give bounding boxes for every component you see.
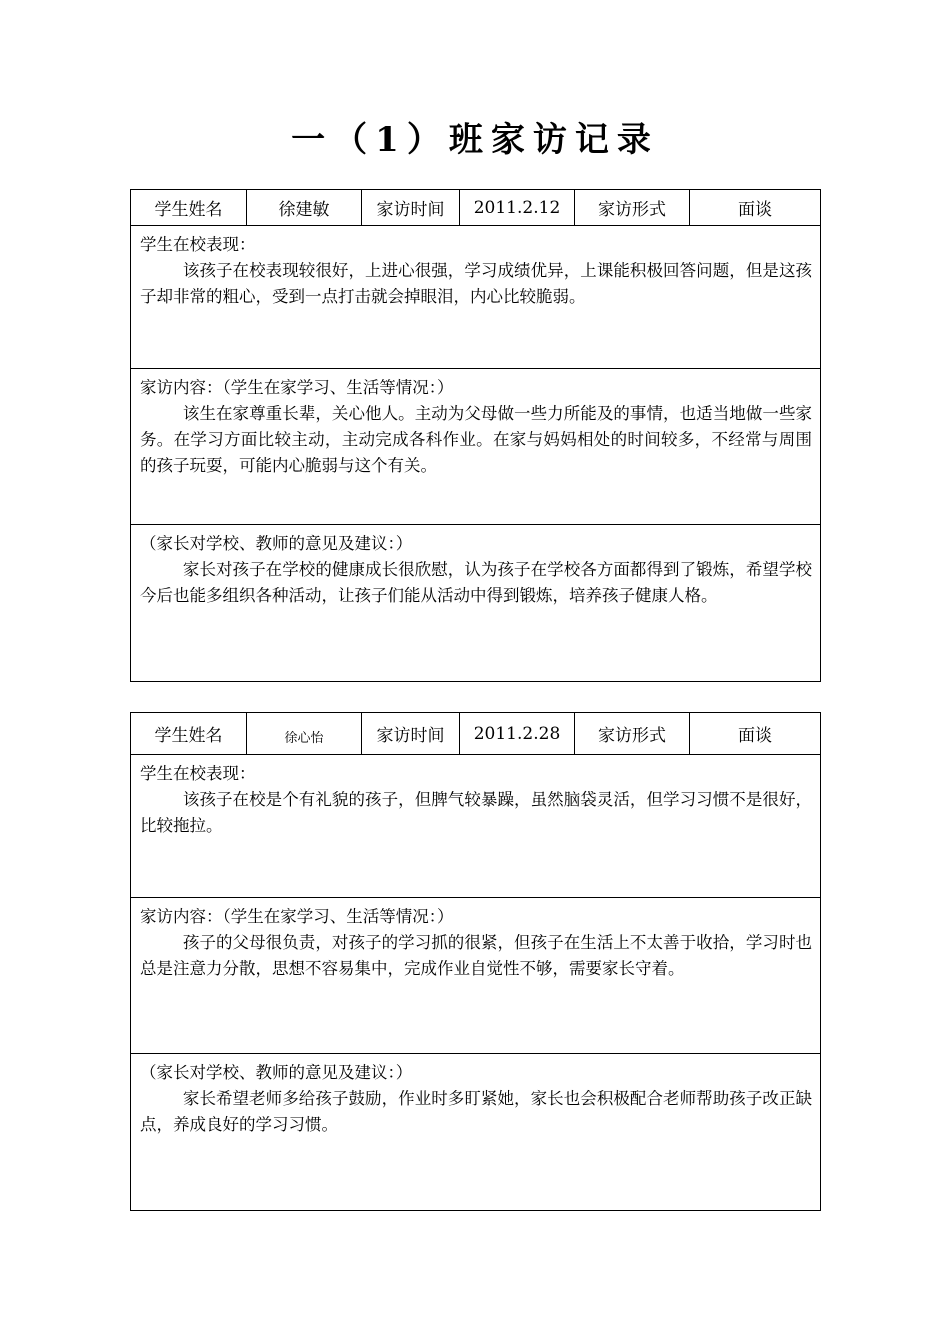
visit-time-value: 2011.2.28 xyxy=(460,713,575,755)
visit-content-section xyxy=(131,369,821,525)
visit-form-value: 面谈 xyxy=(690,713,821,755)
visit-form-label: 家访形式 xyxy=(575,713,690,755)
visit-content-label: 家访内容：（学生在家学习、生活等情况：） xyxy=(140,378,454,397)
student-name-value: 徐心怡 xyxy=(247,713,362,755)
record-header-row xyxy=(131,190,821,226)
school-performance-section xyxy=(131,755,821,898)
parent-opinion-label: （家长对学校、教师的意见及建议：） xyxy=(140,1063,413,1082)
visit-form-value: 面谈 xyxy=(690,190,821,226)
student-name-value: 徐建敏 xyxy=(247,190,362,226)
visit-content-text: 孩子的父母很负责，对孩子的学习抓的很紧，但孩子在生活上不太善于收拾，学习时也总是注意力分散，思想不容易集中，完成作业自觉性不够，需要家长守着。 xyxy=(140,933,812,978)
visit-time-label: 家访时间 xyxy=(362,713,460,755)
visit-content-text: 该生在家尊重长辈，关心他人。主动为父母做一些力所能及的事情，也适当地做一些家务。在学习方面比较主动，主动完成各科作业。在家与妈妈相处的时间较多，不经常与周围的孩子玩耍，可能内心脆弱与这个有关。 xyxy=(140,404,812,475)
page-title: 一（1）班家访记录 xyxy=(291,120,659,160)
parent-opinion-label: （家长对学校、教师的意见及建议：） xyxy=(140,534,413,553)
visit-record-table xyxy=(130,189,821,682)
visit-form-label: 家访形式 xyxy=(575,190,690,226)
parent-opinion-text: 家长对孩子在学校的健康成长很欣慰，认为孩子在学校各方面都得到了锻炼，希望学校今后也能多组织各种活动，让孩子们能从活动中得到锻炼，培养孩子健康人格。 xyxy=(140,560,812,605)
school-performance-text: 该孩子在校表现较很好，上进心很强，学习成绩优异，上课能积极回答问题，但是这孩子却非常的粗心，受到一点打击就会掉眼泪，内心比较脆弱。 xyxy=(140,261,812,306)
visit-record-table xyxy=(130,712,821,1211)
parent-opinion-text: 家长希望老师多给孩子鼓励，作业时多盯紧她，家长也会积极配合老师帮助孩子改正缺点，养成良好的学习习惯。 xyxy=(140,1089,812,1134)
visit-content-section xyxy=(131,898,821,1054)
visit-time-label: 家访时间 xyxy=(362,190,460,226)
student-name-label: 学生姓名 xyxy=(131,190,247,226)
school-performance-label: 学生在校表现： xyxy=(140,235,256,254)
visit-content-label: 家访内容：（学生在家学习、生活等情况：） xyxy=(140,907,454,926)
visit-time-value: 2011.2.12 xyxy=(460,190,575,226)
school-performance-text: 该孩子在校是个有礼貌的孩子，但脾气较暴躁，虽然脑袋灵活，但学习习惯不是很好，比较拖拉。 xyxy=(140,790,812,835)
student-name-label: 学生姓名 xyxy=(131,713,247,755)
parent-opinion-section xyxy=(131,1054,821,1211)
record-header-row xyxy=(131,713,821,755)
school-performance-section xyxy=(131,226,821,369)
parent-opinion-section xyxy=(131,525,821,682)
school-performance-label: 学生在校表现： xyxy=(140,764,256,783)
